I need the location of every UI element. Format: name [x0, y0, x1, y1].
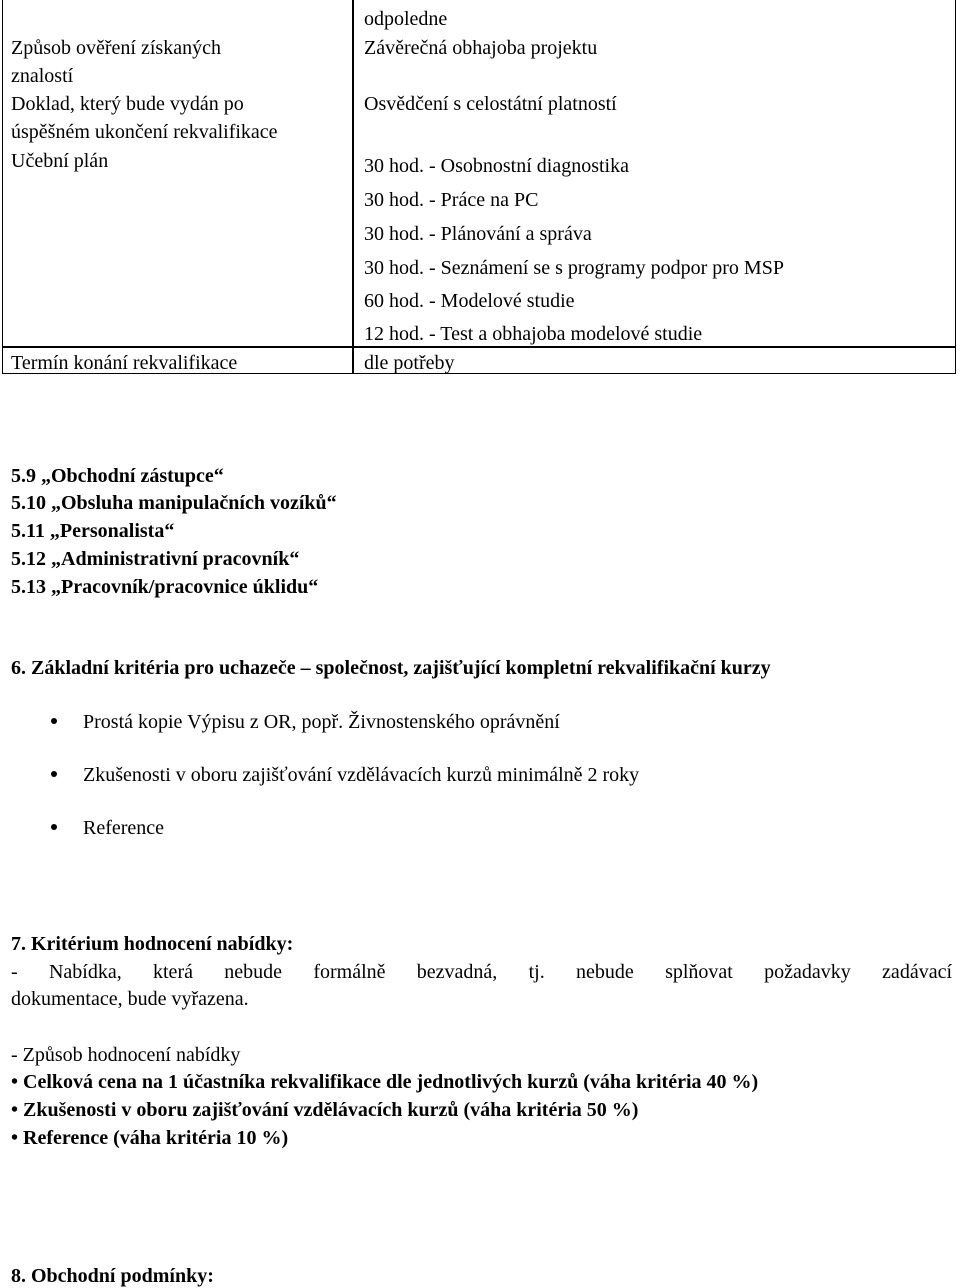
subsection-heading: 5.12 „Administrativní pracovník“: [11, 548, 300, 570]
subsection-heading: 5.11 „Personalista“: [11, 520, 175, 542]
curriculum-item: 60 hod. - Modelové studie: [364, 290, 575, 312]
row-value-line: Osvědčení s celostátní platností: [364, 93, 617, 115]
row-label-line: Učební plán: [11, 150, 109, 172]
curriculum-item: 30 hod. - Osobnostní diagnostika: [364, 155, 629, 177]
row-value-line: dle potřeby: [364, 352, 455, 374]
curriculum-item: 30 hod. - Seznámení se s programy podpor pro MSP: [364, 257, 784, 279]
row-label-line: Termín konání rekvalifikace: [11, 352, 238, 374]
row-label-line: Doklad, který bude vydán po: [11, 93, 244, 115]
criteria-item: • Zkušenosti v oboru zajišťování vzdělávacích kurzů (váha kritéria 50 %): [11, 1099, 639, 1121]
table-row-divider: [2, 346, 956, 348]
criteria-item: • Celková cena na 1 účastníka rekvalifikace dle jednotlivých kurzů (váha kritéria 40 %): [11, 1071, 759, 1093]
table-column-divider: [352, 0, 354, 374]
bullet-icon: [51, 824, 57, 830]
bullet-icon: [51, 718, 57, 724]
curriculum-item: 30 hod. - Práce na PC: [364, 189, 539, 211]
row-label-line: znalostí: [11, 65, 74, 87]
curriculum-item: 30 hod. - Plánování a správa: [364, 223, 592, 245]
list-item: Prostá kopie Výpisu z OR, popř. Živnostenského oprávnění: [83, 711, 560, 733]
curriculum-item: 12 hod. - Test a obhajoba modelové studie: [364, 323, 703, 345]
section-6-heading: 6. Základní kritéria pro uchazeče – společnost, zajišťující kompletní rekvalifikační kurzy: [11, 657, 771, 679]
row-value-line: odpoledne: [364, 8, 448, 30]
row-label-line: úspěšném ukončení rekvalifikace: [11, 121, 278, 143]
bullet-icon: [51, 771, 57, 777]
section-7-heading: 7. Kritérium hodnocení nabídky:: [11, 933, 294, 955]
section-8-heading: 8. Obchodní podmínky:: [11, 1265, 214, 1287]
row-label-line: Způsob ověření získaných: [11, 37, 221, 59]
criteria-item: • Reference (váha kritéria 10 %): [11, 1127, 289, 1149]
list-item: Reference: [83, 817, 165, 839]
subsection-heading: 5.10 „Obsluha manipulačních vozíků“: [11, 492, 337, 514]
row-value-line: Závěrečná obhajoba projektu: [364, 37, 598, 59]
paragraph-line: dokumentace, bude vyřazena.: [11, 988, 249, 1010]
subsection-heading: 5.9 „Obchodní zástupce“: [11, 465, 224, 487]
paragraph-line: - Nabídka, která nebude formálně bezvadná, tj. nebude splňovat požadavky zadávací: [11, 961, 952, 983]
subsection-heading: 5.13 „Pracovník/pracovnice úklidu“: [11, 576, 319, 598]
list-item: Zkušenosti v oboru zajišťování vzdělávacích kurzů minimálně 2 roky: [83, 764, 640, 786]
evaluation-method-label: - Způsob hodnocení nabídky: [11, 1044, 241, 1066]
